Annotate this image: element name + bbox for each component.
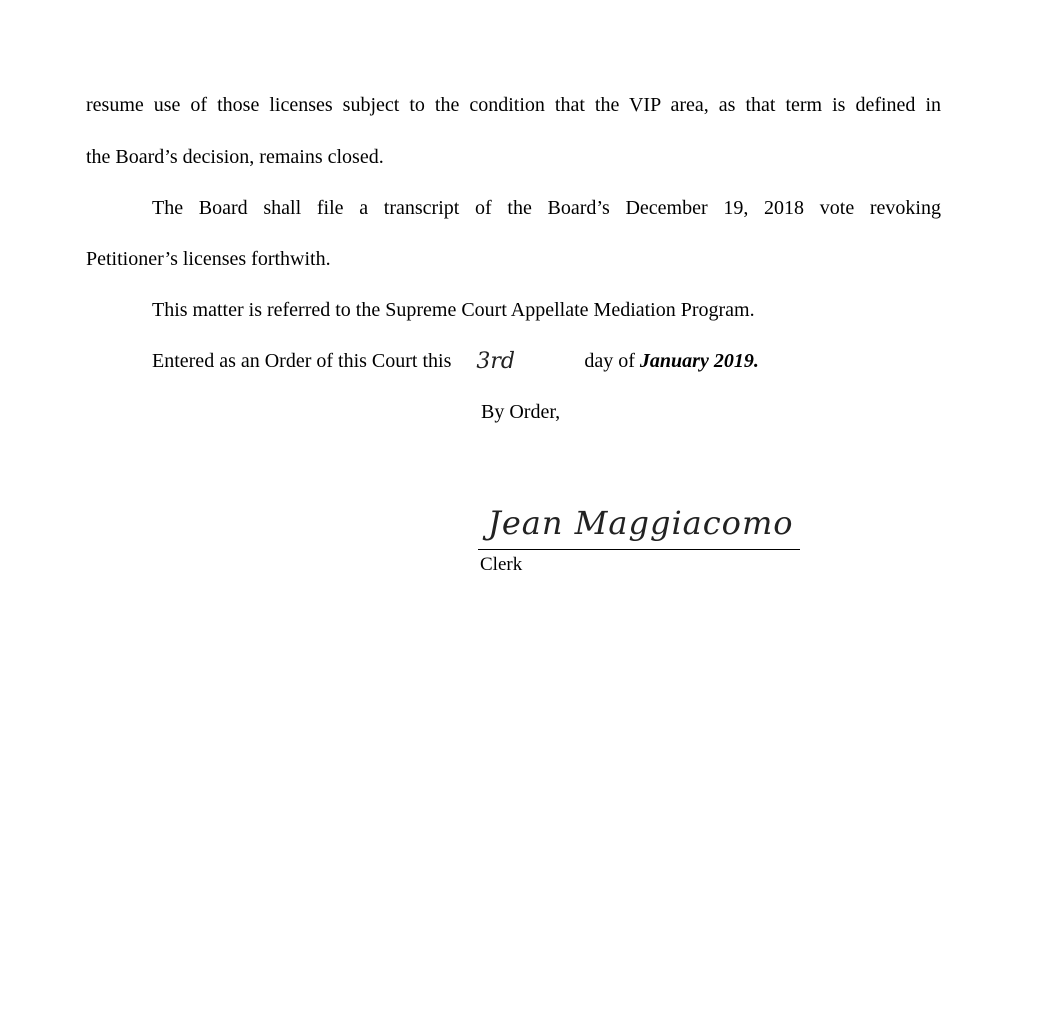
signature-line bbox=[478, 549, 800, 550]
entered-prefix: Entered as an Order of this Court this bbox=[152, 350, 452, 372]
paragraph-2-line-1: The Board shall file a transcript of the Board’s December 19, 2018 vote revoking bbox=[152, 197, 941, 219]
paragraph-1-line-1: resume use of those licenses subject to the condition that the VIP area, as that term is defined in bbox=[86, 94, 941, 116]
paragraph-3: This matter is referred to the Supreme Court Appellate Mediation Program. bbox=[152, 299, 755, 321]
clerk-signature: Jean Maggiacomo bbox=[488, 504, 794, 542]
clerk-label: Clerk bbox=[480, 554, 523, 575]
entered-date: January 2019. bbox=[639, 350, 759, 372]
by-order: By Order, bbox=[481, 401, 561, 423]
paragraph-1-line-2: the Board’s decision, remains closed. bbox=[86, 146, 384, 168]
entered-line bbox=[152, 349, 759, 374]
paragraph-2-line-2: Petitioner’s licenses forthwith. bbox=[86, 248, 331, 270]
entered-mid: day of bbox=[584, 350, 635, 372]
entered-day-handwritten: 3rd bbox=[476, 349, 515, 374]
